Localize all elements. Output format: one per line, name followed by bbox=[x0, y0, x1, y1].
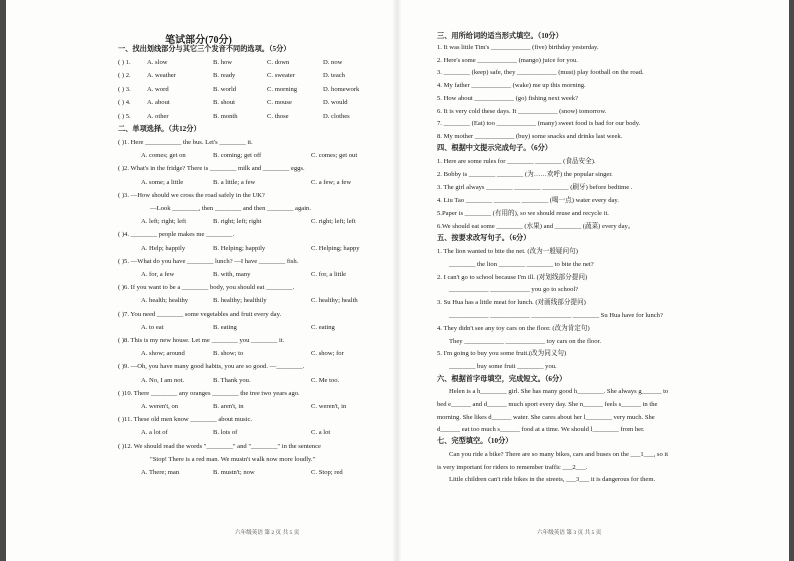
translate-item: 6.We should eat some ________ (水果) and ________ (蔬菜) every day。 bbox=[437, 222, 635, 230]
option-a: A. health; healthy bbox=[141, 297, 189, 305]
cloze-passage-line: is very important for riders to remember traffic ___2___. bbox=[437, 463, 588, 471]
cloze-line: bed e______ and d______ much sport every day. She n______ feels s______ in the bbox=[437, 400, 658, 408]
option-d: D. homework bbox=[323, 85, 360, 93]
rewrite-item: ____________ ____________ you go to school? bbox=[449, 286, 579, 294]
option-a: A. weather bbox=[147, 72, 176, 80]
translate-item: 5.Paper is ________ (有用的), so we should reuse and recycle it. bbox=[437, 209, 609, 217]
option-c: C. Me too. bbox=[311, 376, 340, 384]
option-a: A. slow bbox=[147, 59, 168, 66]
option-c: C. healthy; health bbox=[311, 297, 358, 305]
fill-blank-item: 3. ________ (keep) safe, they ____________ (must) play football on the road. bbox=[437, 69, 644, 77]
mcq-question: ( )5. —What do you have ________ lunch? —I have ________ fish. bbox=[118, 257, 299, 265]
page-title: 笔试部分(70分) bbox=[165, 35, 232, 46]
mcq-question: ( )6. If you want to be a ________ body, you should eat ________. bbox=[118, 284, 295, 292]
cloze-line: Helen is a h________ girl. She has many good h________. She always g______ to bbox=[449, 388, 669, 395]
mcq-question: ( )10. There ________ any oranges ________ the tree two years ago. bbox=[118, 389, 300, 397]
option-b: B. coming; get off bbox=[213, 152, 262, 160]
option-b: B. lots of bbox=[213, 429, 238, 437]
fill-blank-item: 8. My mother ____________ (buy) some snacks and drinks last week. bbox=[437, 132, 623, 140]
rewrite-item: 1. The lion wanted to bite the net. (改为一般疑问句) bbox=[437, 248, 578, 255]
option-c: C. weren't, in bbox=[311, 403, 347, 410]
option-b: B. world bbox=[213, 85, 237, 93]
option-a: A. No, I am not. bbox=[141, 376, 185, 384]
rewrite-item: ________ the lion ________ ________ to bite the net? bbox=[449, 260, 594, 268]
translate-item: 1. Here are some rules for ________ ________ (食品安全). bbox=[437, 158, 596, 165]
mcq-question: ( )4. ________ people makes me ________. bbox=[118, 231, 235, 239]
fill-blank-item: 5. How about ____________ (go) fishing next week? bbox=[437, 94, 579, 102]
option-c: C. down bbox=[267, 59, 290, 66]
page-footer: 六年级英语 第 2 页 共 5 页 bbox=[235, 530, 300, 536]
option-b: B. aren't, in bbox=[213, 403, 244, 410]
mcq-question: ( )7. You need ________ some vegetables and fruit every day. bbox=[118, 310, 282, 318]
fill-blank-item: 2. Here's some ____________ (mango) juice for you. bbox=[437, 56, 578, 64]
option-b: B. mustn't; now bbox=[213, 469, 255, 476]
option-c: C. morning bbox=[267, 85, 298, 93]
option-b: B. month bbox=[213, 112, 238, 120]
rewrite-item: ________ buy some fruit ________ you. bbox=[449, 363, 557, 371]
option-b: B. how bbox=[213, 59, 233, 66]
choice-row bbox=[0, 83, 397, 96]
cloze-passage-line: Little children can't ride bikes in the streets, ___3___ it is dangerous for them. bbox=[449, 476, 656, 484]
choice-row bbox=[0, 56, 397, 69]
right-page bbox=[397, 0, 794, 561]
option-c: C. comes; get out bbox=[311, 152, 358, 160]
section-1-heading: 一、找出划线部分与其它三个发音不同的选项。（5分） bbox=[118, 45, 291, 53]
option-a: A. to eat bbox=[141, 323, 164, 331]
option-c: C. those bbox=[267, 112, 289, 120]
mcq-options bbox=[0, 321, 397, 334]
option-b: B. healthy; healthily bbox=[213, 297, 267, 305]
mcq-options bbox=[0, 466, 397, 479]
mcq-question: ( )12. We should read the words "________" and "________" in the sentence bbox=[118, 442, 321, 450]
fill-blank-item: 1. It was little Tim's ____________ (five) birthday yesterday. bbox=[437, 44, 599, 51]
option-c: C. a few; a few bbox=[311, 178, 352, 186]
option-c: C. a lot bbox=[311, 429, 331, 437]
fill-blank-item: 4. My father ____________ (wake) me up this morning. bbox=[437, 82, 586, 90]
question-number: ( ) 4. bbox=[118, 99, 131, 107]
option-c: C. mouse bbox=[267, 99, 292, 107]
fill-blank-item: 7. ________ (Eat) too ____________ (many) sweet food is bad for our body. bbox=[437, 120, 641, 128]
translate-item: 2. Bobby is ________ ________ (为……欢呼) the popular singer. bbox=[437, 170, 613, 178]
translate-item: 3. The girl always ________ ________ ________ (刷牙) before bedtime . bbox=[437, 183, 633, 191]
scan-edge-right bbox=[789, 0, 794, 561]
option-d: D. now bbox=[323, 59, 343, 66]
option-a: A. word bbox=[147, 85, 169, 93]
mcq-options bbox=[0, 149, 397, 162]
option-c: C. sweater bbox=[267, 72, 295, 80]
section-2-heading: 二、单项选择。（共12分） bbox=[118, 125, 201, 133]
mcq-options bbox=[0, 400, 397, 413]
rewrite-item: They ____________ ____________ toy cars on the floor. bbox=[449, 337, 602, 345]
choice-row bbox=[0, 96, 397, 109]
section-5-heading: 五、按要求改写句子。（6分） bbox=[437, 234, 531, 242]
option-b: B. with, many bbox=[213, 271, 251, 278]
option-c: C. for, a little bbox=[311, 271, 347, 278]
mcq-question: ( )3. —How should we cross the road safely in the UK? bbox=[118, 191, 265, 199]
mcq-question: ( )1. Here ___________ the bus. Let's ________ it. bbox=[118, 139, 253, 146]
option-c: C. right; left; left bbox=[311, 218, 356, 226]
option-a: A. a lot of bbox=[141, 429, 168, 437]
option-b: B. shout bbox=[213, 99, 235, 107]
fill-blank-item: 6. It is very cold these days. It ____________ (snow) tomorrow. bbox=[437, 107, 607, 115]
option-c: C. show; for bbox=[311, 350, 344, 358]
option-a: A. weren't, on bbox=[141, 403, 179, 410]
section-6-heading: 六、根据首字母填空，完成短文。（6分） bbox=[437, 375, 567, 383]
mcq-question: ( )11. These old men know ________ about music. bbox=[118, 416, 253, 424]
option-b: B. Thank you. bbox=[213, 376, 251, 384]
section-3-heading: 三、用所给词的适当形式填空。（10分） bbox=[437, 32, 563, 40]
option-b: B. ready bbox=[213, 72, 236, 80]
mcq-options bbox=[0, 176, 397, 189]
rewrite-item: ____________ ____________ ____________ ________ Su Hua have for lunch? bbox=[449, 312, 663, 319]
option-a: A. about bbox=[147, 99, 170, 107]
option-a: A. left; right; left bbox=[141, 218, 187, 226]
translate-item: 4. Liu Tao ________ ________ ________ (喝一点) water every day. bbox=[437, 196, 619, 204]
question-number: ( ) 3. bbox=[118, 85, 131, 93]
option-a: A. some; a little bbox=[141, 178, 184, 186]
question-number: ( ) 2. bbox=[118, 72, 131, 80]
option-d: D. would bbox=[323, 99, 348, 107]
option-a: A. other bbox=[147, 112, 169, 120]
choice-row bbox=[0, 69, 397, 82]
scan-edge-left bbox=[0, 0, 6, 561]
mcq-options bbox=[0, 215, 397, 228]
cloze-passage-line: Can you ride a bike? There are so many bikes, cars and buses on the ___1___, so it bbox=[449, 451, 669, 458]
mcq-question-cont: —Look ________, then ________ and then ________ again. bbox=[150, 205, 311, 212]
option-d: D. clothes bbox=[323, 112, 350, 120]
mcq-options bbox=[0, 268, 397, 281]
option-a: A. show; around bbox=[141, 350, 185, 358]
mcq-question: ( )2. What's in the fridge? There is ________ milk and ________ eggs. bbox=[118, 165, 305, 173]
mcq-options bbox=[0, 347, 397, 360]
question-number: ( ) 1. bbox=[118, 59, 131, 66]
rewrite-item: 2. I can't go to school because I'm ill. (对划线部分提问) bbox=[437, 273, 588, 281]
mcq-question-cont: "Stop! There is a red man. We mustn't walk now more loudly." bbox=[150, 455, 316, 463]
mcq-options bbox=[0, 242, 397, 255]
rewrite-item: 3. Su Hua has a little meat for lunch. (对画线部分提问) bbox=[437, 299, 586, 307]
question-number: ( ) 5. bbox=[118, 112, 131, 120]
mcq-question: ( )9. —Oh, you have many good habits, you are so good. —________. bbox=[118, 363, 305, 371]
page-footer-right: 六年级英语 第 3 页 共 5 页 bbox=[537, 530, 602, 536]
option-a: A. There; man bbox=[141, 469, 180, 476]
option-d: D. teach bbox=[323, 72, 345, 80]
mcq-question: ( )8. This is my new house. Let me ________ you ________ it. bbox=[118, 337, 285, 344]
rewrite-item: 5. I'm going to buy you some fruit.(改为同义句) bbox=[437, 350, 567, 358]
option-c: C. eating bbox=[311, 323, 335, 331]
cloze-line: d______ eat too much s______ food at a time. We should l________ from her. bbox=[437, 426, 645, 434]
option-b: B. show; to bbox=[213, 350, 244, 358]
option-c: C. Helping; happy bbox=[311, 244, 360, 252]
choice-row bbox=[0, 110, 397, 123]
mcq-options bbox=[0, 374, 397, 387]
section-7-heading: 七、完型填空。（10分） bbox=[437, 437, 513, 445]
mcq-options bbox=[0, 426, 397, 439]
section-4-heading: 四、根据中文提示完成句子。（6分） bbox=[437, 144, 552, 152]
option-b: B. Helping; happily bbox=[213, 244, 266, 252]
option-a: A. Help; happily bbox=[141, 244, 186, 252]
option-b: B. eating bbox=[213, 323, 237, 331]
option-a: A. comes; get on bbox=[141, 152, 186, 160]
option-b: B. a little; a few bbox=[213, 178, 256, 186]
option-c: C. Stop; red bbox=[311, 469, 343, 476]
cloze-line: morning. She likes d______ water. She cares about her l________ very much. She bbox=[437, 413, 655, 421]
mcq-options bbox=[0, 294, 397, 307]
option-b: B. right; left; right bbox=[213, 218, 262, 226]
option-a: A. for, a few bbox=[141, 271, 175, 278]
rewrite-item: 4. They didn't see any toy cars on the floor. (改为肯定句) bbox=[437, 324, 590, 332]
